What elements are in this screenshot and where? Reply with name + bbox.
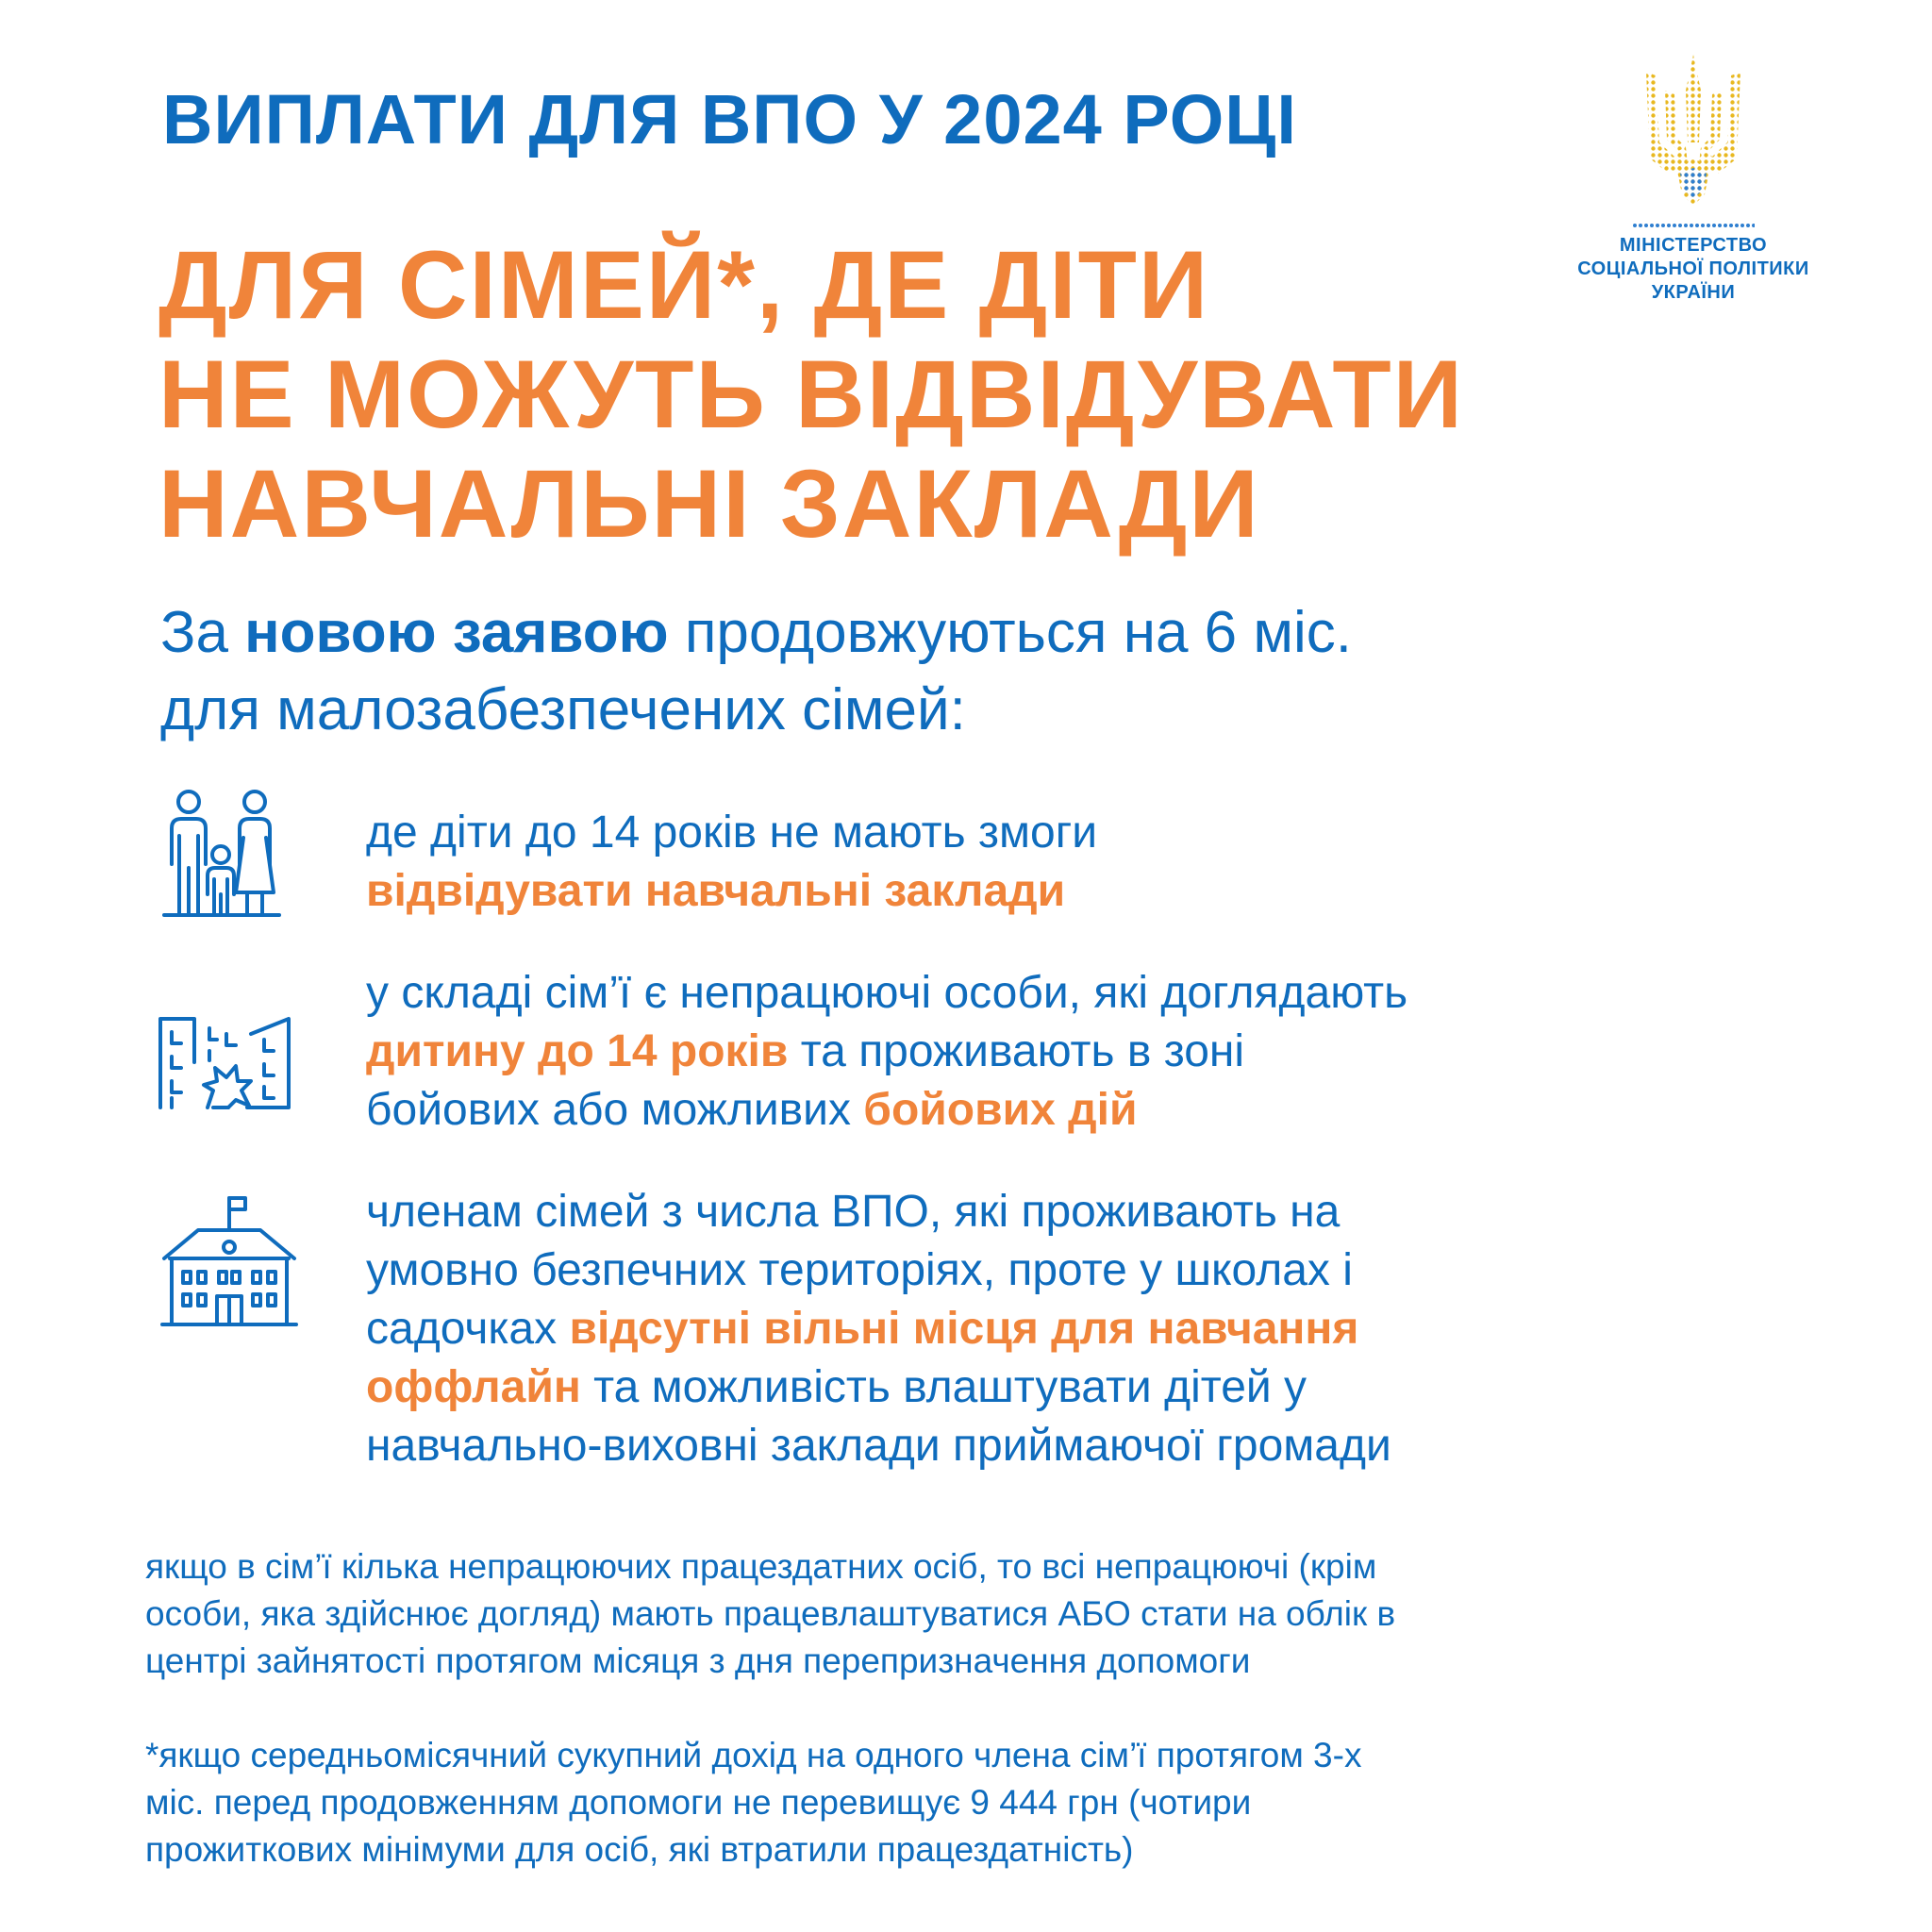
note-footnote <box>145 1732 1361 1874</box>
ministry-name <box>1557 234 1830 305</box>
intro-line-1 <box>160 594 1352 672</box>
note-1-line-3: центрі зайнятості протягом місяця з дня перепризначення допомоги <box>145 1641 1251 1680</box>
note-1-line-1: якщо в сім’ї кілька непрацюючих працездатних осіб, то всі непрацюючі (крім <box>145 1547 1377 1586</box>
supertitle: ВИПЛАТИ ДЛЯ ВПО У 2024 РОЦІ <box>162 80 1297 158</box>
note-2-line-2: міс. перед продовженням допомоги не перевищує 9 444 грн (чотири <box>145 1783 1252 1822</box>
item-3-text-3: садочках <box>366 1304 570 1354</box>
note-2-line-1: *якщо середньомісячний сукупний дохід на одного члена сім’ї протягом 3-х <box>145 1736 1362 1774</box>
ministry-name-line-2: СОЦІАЛЬНОЇ ПОЛІТИКИ <box>1577 258 1809 279</box>
ministry-name-line-1: МІНІСТЕРСТВО <box>1619 235 1768 256</box>
ministry-logo <box>1557 53 1830 317</box>
item-3-highlight-2: оффлайн <box>366 1362 581 1412</box>
family-icon <box>160 789 283 921</box>
note-1-line-2: особи, яка здійснює догляд) мають працевлаштуватися АБО стати на облік в <box>145 1594 1396 1633</box>
item-2-highlight-1: дитину до 14 років <box>366 1026 789 1076</box>
intro-part-2: продовжуються на 6 міс. <box>668 600 1352 665</box>
item-1-text: де діти до 14 років не мають змоги <box>366 808 1098 858</box>
ministry-name-line-3: УКРАЇНИ <box>1651 282 1736 303</box>
school-building-icon <box>160 1192 298 1330</box>
divider-dots <box>1632 223 1755 228</box>
intro-bold: новою заявою <box>244 600 669 665</box>
item-2-highlight-2: бойових дій <box>863 1085 1138 1135</box>
list-item-1 <box>366 804 1097 921</box>
item-3-text-4: та можливість влаштувати дітей у <box>580 1362 1307 1412</box>
trident-icon <box>1637 53 1750 213</box>
item-2-text-3: бойових або можливих <box>366 1085 864 1135</box>
war-zone-buildings-icon <box>157 1015 294 1109</box>
title-line-3: НАВЧАЛЬНІ ЗАКЛАДИ <box>158 450 1260 558</box>
item-2-text-2: та проживають в зоні <box>788 1026 1245 1076</box>
title-line-2: НЕ МОЖУТЬ ВІДВІДУВАТИ <box>158 341 1464 448</box>
list-item-2 <box>366 964 1407 1140</box>
item-3-text-2: умовно безпечних територіях, проте у школах і <box>366 1245 1353 1295</box>
note-2-line-3: прожиткових мінімуми для осіб, які втратили працездатність) <box>145 1830 1134 1869</box>
intro-part-1: За <box>160 600 245 665</box>
item-2-text-1: у складі сім’ї є непрацюючі особи, які доглядають <box>366 968 1408 1018</box>
intro-text <box>160 594 1352 749</box>
item-3-text-5: навчально-виховні заклади приймаючої громади <box>366 1421 1391 1471</box>
title-line-1: ДЛЯ СІМЕЙ*, ДЕ ДІТИ <box>158 231 1210 339</box>
item-3-highlight-1: відсутні вільні місця для навчання <box>569 1304 1359 1354</box>
item-1-highlight: відвідувати навчальні заклади <box>366 866 1066 916</box>
intro-line-2: для малозабезпечених сімей: <box>160 677 966 742</box>
note-employment <box>145 1543 1395 1685</box>
item-3-text-1: членам сімей з числа ВПО, які проживають на <box>366 1187 1341 1237</box>
page-title <box>158 230 1464 558</box>
list-item-3 <box>366 1183 1391 1475</box>
